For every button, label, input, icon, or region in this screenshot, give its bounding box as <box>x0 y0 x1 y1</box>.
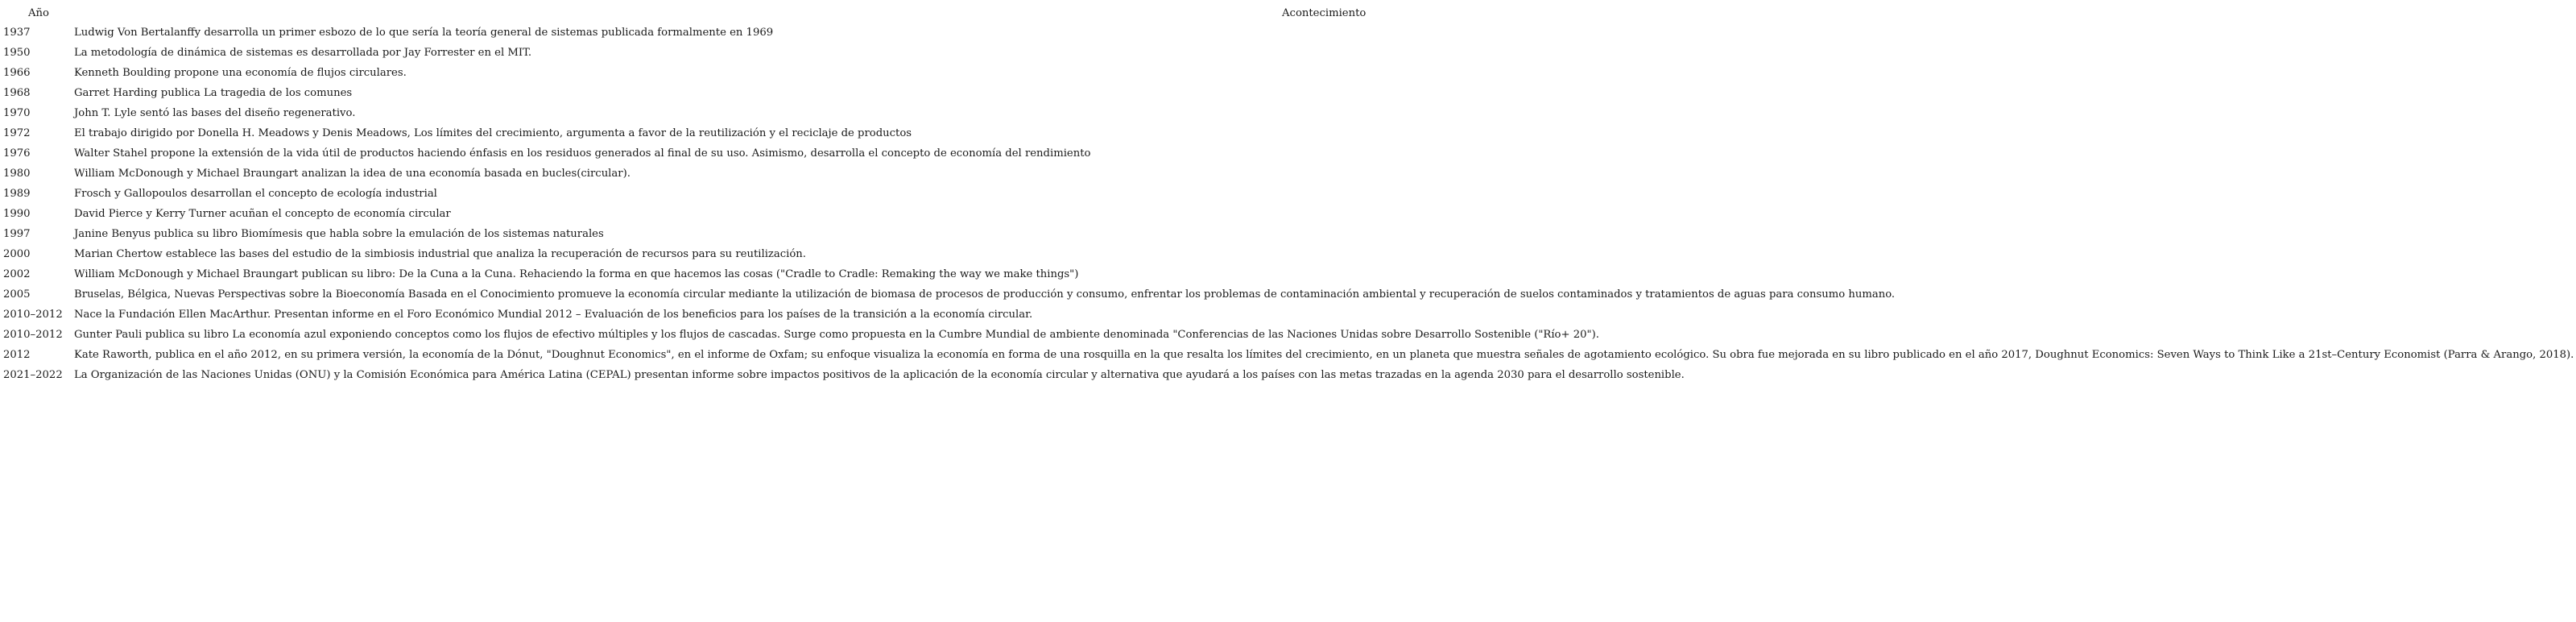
timeline-table <box>3 5 2574 385</box>
year-cell: 1990 <box>3 208 31 220</box>
event-cell: Walter Stahel propone la extensión de la vida útil de productos haciendo énfasis en los residuos generados al final de su uso. Asimismo, desarrolla el concepto de economía del rendimiento <box>74 147 1091 160</box>
event-cell: Bruselas, Bélgica, Nuevas Perspectivas sobre la Bioeconomía Basada en el Conocimiento promueve la economía circular mediante la utilización de biomasa de procesos de producción y consumo, enfrentar los problemas de contaminación ambiental y recuperación de suelos contaminados y tratamientos de aguas para consumo humano. <box>74 288 1896 301</box>
table-row <box>3 305 2574 325</box>
year-cell: 2010–2012 <box>3 309 63 321</box>
event-cell: Garret Harding publica La tragedia de los comunes <box>74 87 353 99</box>
table-row <box>3 63 2574 83</box>
table-row <box>3 345 2574 365</box>
event-cell: Marian Chertow establece las bases del estudio de la simbiosis industrial que analiza la recuperación de recursos para su reutilización. <box>74 248 806 260</box>
table-row <box>3 23 2574 43</box>
table-row <box>3 164 2574 184</box>
year-cell: 1997 <box>3 228 31 240</box>
event-cell: William McDonough y Michael Braungart publican su libro: De la Cuna a la Cuna. Rehaciendo la forma en que hacemos las cosas ("Cradle to Cradle: Remaking the way we make things") <box>74 268 1079 280</box>
table-row <box>3 143 2574 164</box>
year-cell: 1970 <box>3 107 31 119</box>
year-cell: 1980 <box>3 168 31 180</box>
year-cell: 1972 <box>3 127 31 139</box>
event-cell: Janine Benyus publica su libro Biomímesis que habla sobre la emulación de los sistemas naturales <box>74 228 604 240</box>
header-year: Año <box>28 7 49 19</box>
event-cell: La metodología de dinámica de sistemas es desarrollada por Jay Forrester en el MIT. <box>74 47 532 59</box>
header-event: Acontecimiento <box>1282 7 1367 19</box>
event-cell: Gunter Pauli publica su libro La economía azul exponiendo conceptos como los flujos de efectivo múltiples y los flujos de cascadas. Surge como propuesta en la Cumbre Mundial de ambiente denominada "Conferencias de las Naciones Unidas sobre Desarrollo Sostenible ("Río+ 20"). <box>74 329 1599 341</box>
table-body <box>3 23 2574 385</box>
event-cell: William McDonough y Michael Braungart analizan la idea de una economía basada en bucles(circular). <box>74 168 631 180</box>
event-cell: Frosch y Gallopoulos desarrollan el concepto de ecología industrial <box>74 188 437 200</box>
event-cell: Ludwig Von Bertalanffy desarrolla un primer esbozo de lo que sería la teoría general de sistemas publicada formalmente en 1969 <box>74 27 774 39</box>
table-row <box>3 103 2574 123</box>
table-row <box>3 244 2574 264</box>
year-cell: 2000 <box>3 248 31 260</box>
header-row <box>3 5 2574 23</box>
table-row <box>3 83 2574 103</box>
table-row <box>3 204 2574 224</box>
year-cell: 2005 <box>3 288 31 301</box>
event-cell: El trabajo dirigido por Donella H. Meadows y Denis Meadows, Los límites del crecimiento, argumenta a favor de la reutilización y el reciclaje de productos <box>74 127 912 139</box>
event-cell: Kate Raworth, publica en el año 2012, en su primera versión, la economía de la Dónut, "Doughnut Economics", en el informe de Oxfam; su enfoque visualiza la economía en forma de una rosquilla en la que resalta los límites del crecimiento, en un planeta que muestra señales de agotamiento ecológico. Su obra fue mejorada en su libro publicado en el año 2017, Doughnut Economics: Seven Ways to Think Like a 21st–Century Economist (Parra & Arango, 2018). <box>74 349 2574 361</box>
year-cell: 1976 <box>3 147 31 160</box>
year-cell: 1937 <box>3 27 31 39</box>
table-row <box>3 325 2574 345</box>
event-cell: Kenneth Boulding propone una economía de flujos circulares. <box>74 67 407 79</box>
year-cell: 1950 <box>3 47 31 59</box>
event-cell: Nace la Fundación Ellen MacArthur. Presentan informe en el Foro Económico Mundial 2012 – Evaluación de los beneficios para los países de la transición a la economía circular. <box>74 309 1033 321</box>
event-cell: John T. Lyle sentó las bases del diseño regenerativo. <box>74 107 356 119</box>
event-cell: La Organización de las Naciones Unidas (ONU) y la Comisión Económica para América Latina (CEPAL) presentan informe sobre impactos positivos de la aplicación de la economía circular y alternativa que ayudará a los países con las metas trazadas en la agenda 2030 para el desarrollo sostenible. <box>74 369 1685 381</box>
event-cell: David Pierce y Kerry Turner acuñan el concepto de economía circular <box>74 208 451 220</box>
year-cell: 2002 <box>3 268 31 280</box>
table-row <box>3 264 2574 284</box>
table-row <box>3 123 2574 143</box>
year-cell: 2012 <box>3 349 31 361</box>
table-row <box>3 284 2574 305</box>
table-row <box>3 224 2574 244</box>
year-cell: 1966 <box>3 67 31 79</box>
year-cell: 1968 <box>3 87 31 99</box>
table-row <box>3 184 2574 204</box>
table-header <box>3 5 2574 23</box>
table-row <box>3 43 2574 63</box>
year-cell: 2021–2022 <box>3 369 63 381</box>
year-cell: 1989 <box>3 188 31 200</box>
year-cell: 2010–2012 <box>3 329 63 341</box>
table-row <box>3 365 2574 385</box>
